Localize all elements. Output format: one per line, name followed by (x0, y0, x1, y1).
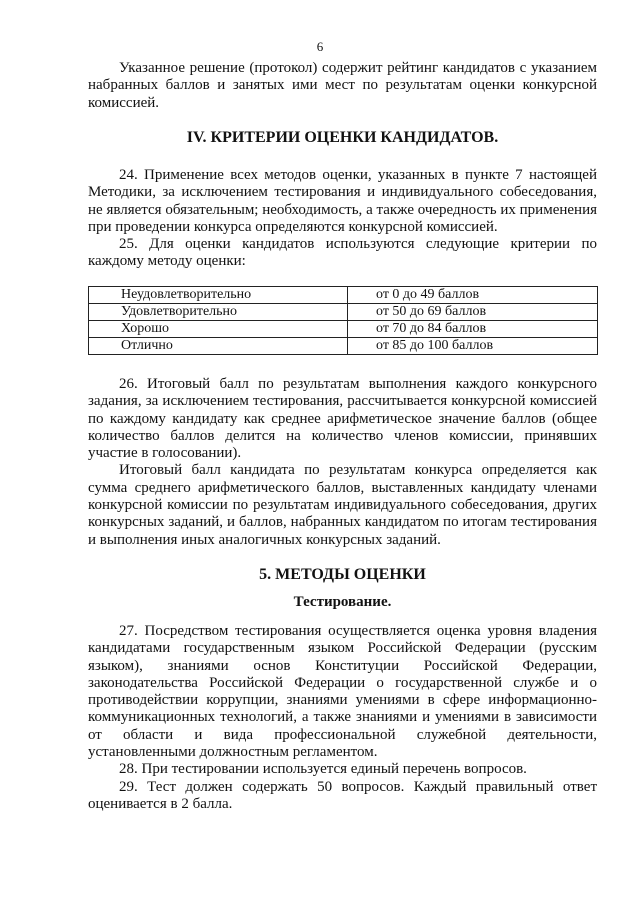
paragraph-24: 24. Применение всех методов оценки, указанных в пункте 7 настоящей Методики, за исключением тестирования и индивидуального собеседования, не является обязательным; необходимость, а также очередность их применения при проведении конкурса определяются конкурсной комиссией. (88, 167, 597, 235)
criteria-grade: Отлично (89, 338, 348, 355)
table-row (89, 287, 598, 304)
paragraph-26-final-score: Итоговый балл кандидата по результатам конкурса определяется как сумма среднего арифметического баллов, выставленных кандидату членами конкурсной комиссии по результатам индивидуального собеседования, других конкурсных заданий, и баллов, набранных кандидатом по итогам тестирования и выполнения иных аналогичных конкурсных заданий. (88, 462, 597, 548)
criteria-grade: Удовлетворительно (89, 304, 348, 321)
paragraph-26: 26. Итоговый балл по результатам выполнения каждого конкурсного задания, за исключением тестирования, рассчитывается конкурсной комиссией по каждому кандидату как среднее арифметическое значение баллов (общее количество баллов делится на количество членов комиссии, принявших участие в голосовании). (88, 376, 597, 462)
criteria-range: от 85 до 100 баллов (348, 338, 598, 355)
section-5-subheading-block (88, 594, 597, 611)
table-row (89, 304, 598, 321)
criteria-range: от 0 до 49 баллов (348, 287, 598, 304)
paragraph-29: 29. Тест должен содержать 50 вопросов. Каждый правильный ответ оценивается в 2 балла. (88, 778, 597, 812)
paragraph-28: 28. При тестировании используется единый перечень вопросов. (119, 761, 527, 778)
criteria-range: от 50 до 69 баллов (348, 304, 598, 321)
intro-paragraph: Указанное решение (протокол) содержит рейтинг кандидатов с указанием набранных баллов и занятых ими мест по результатам оценки конкурсной комиссией. (88, 60, 597, 111)
criteria-grade: Хорошо (89, 321, 348, 338)
criteria-table (88, 286, 598, 355)
page-number: 6 (316, 39, 324, 54)
paragraph-27: 27. Посредством тестирования осуществляется оценка уровня владения кандидатами государственным языком Российской Федерации (русским языком), знаниями основ Конституции Российской Федерации, законодательства Российской Федерации о государственной службе и о противодействии коррупции, знаниями умениями в сфере информационно-коммуникационных технологий, а также знаниями и умениями в зависимости от области и вида профессиональной служебной деятельности, установленными должностным регламентом. (88, 623, 597, 761)
section-4-heading-block (88, 129, 597, 146)
table-row (89, 321, 598, 338)
section-5-heading: 5. МЕТОДЫ ОЦЕНКИ (259, 566, 426, 583)
section-5-subheading: Тестирование. (293, 594, 392, 610)
paragraph-25: 25. Для оценки кандидатов используются следующие критерии по каждому методу оценки: (88, 236, 597, 270)
section-5-heading-block (88, 566, 597, 583)
criteria-range: от 70 до 84 баллов (348, 321, 598, 338)
section-4-text-block (88, 167, 597, 271)
section-5-text-block (88, 623, 597, 813)
intro-block (88, 60, 597, 112)
section-4-results-block (88, 376, 597, 549)
section-4-heading: IV. КРИТЕРИИ ОЦЕНКИ КАНДИДАТОВ. (186, 129, 499, 146)
criteria-grade: Неудовлетворительно (89, 287, 348, 304)
table-row (89, 338, 598, 355)
